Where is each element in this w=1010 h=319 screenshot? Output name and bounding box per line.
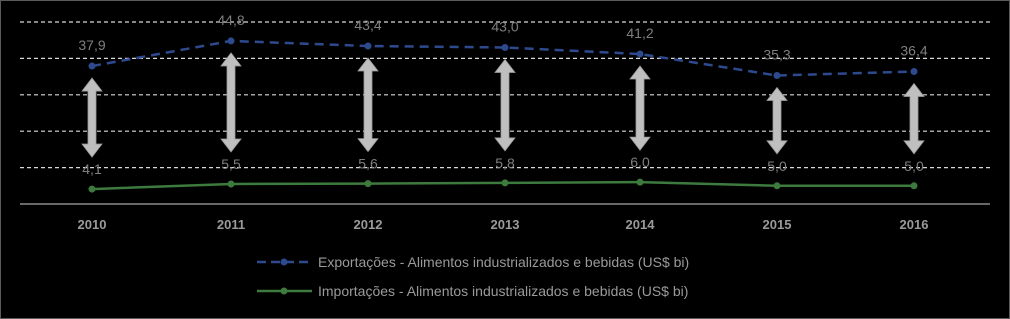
point-imports-2011 bbox=[228, 180, 235, 187]
legend-label-exports: Exportações - Alimentos industrializados e bebidas (US$ bi) bbox=[318, 254, 690, 270]
data-label-imports-2015: 5,0 bbox=[767, 157, 787, 174]
point-exports-2016 bbox=[911, 68, 918, 75]
data-label-exports-2013: 43,0 bbox=[491, 18, 519, 35]
point-exports-2011 bbox=[228, 37, 235, 44]
point-exports-2010 bbox=[89, 63, 96, 70]
legend-item-exports bbox=[257, 254, 689, 270]
point-imports-2014 bbox=[637, 179, 644, 186]
data-label-exports-2011: 44,8 bbox=[217, 11, 245, 28]
point-exports-2012 bbox=[365, 43, 372, 50]
point-imports-2010 bbox=[89, 186, 96, 193]
legend-marker-imports bbox=[281, 288, 288, 295]
legend-label-imports: Importações - Alimentos industrializados e bebidas (US$ bi) bbox=[318, 283, 689, 299]
data-label-exports-2012: 43,4 bbox=[354, 17, 382, 34]
point-imports-2013 bbox=[502, 179, 509, 186]
gap-arrow-2012 bbox=[358, 58, 378, 152]
data-label-exports-2014: 41,2 bbox=[626, 25, 654, 42]
x-tick-labels bbox=[78, 217, 929, 232]
gap-arrow-2014 bbox=[630, 66, 650, 150]
x-tick-2010: 2010 bbox=[77, 217, 107, 232]
gap-arrow-2015 bbox=[767, 88, 787, 154]
gap-arrow-2013 bbox=[495, 59, 515, 150]
legend-marker-exports bbox=[281, 259, 288, 266]
point-imports-2015 bbox=[774, 182, 781, 189]
x-tick-2016: 2016 bbox=[899, 217, 929, 232]
x-tick-2011: 2011 bbox=[216, 217, 246, 232]
x-tick-2012: 2012 bbox=[353, 217, 383, 232]
legend-item-imports bbox=[257, 283, 688, 299]
point-exports-2014 bbox=[637, 51, 644, 58]
data-label-imports-2010: 4,1 bbox=[82, 161, 102, 178]
gap-arrow-2011 bbox=[221, 53, 241, 152]
gap-arrows bbox=[82, 53, 924, 157]
data-label-imports-2016: 5,0 bbox=[904, 157, 924, 174]
data-label-exports-2010: 37,9 bbox=[78, 37, 106, 54]
gap-arrow-2010 bbox=[82, 78, 102, 157]
data-label-exports-2015: 35,3 bbox=[763, 46, 791, 63]
data-label-imports-2014: 6,0 bbox=[630, 154, 650, 171]
x-tick-2013: 2013 bbox=[490, 217, 520, 232]
gap-arrow-2016 bbox=[904, 84, 924, 154]
x-tick-2015: 2015 bbox=[762, 217, 792, 232]
point-imports-2016 bbox=[911, 182, 918, 189]
data-label-imports-2013: 5,8 bbox=[495, 154, 515, 171]
legend bbox=[257, 254, 689, 299]
x-tick-2014: 2014 bbox=[625, 217, 655, 232]
data-label-imports-2012: 5,6 bbox=[358, 155, 378, 172]
point-imports-2012 bbox=[365, 180, 372, 187]
point-exports-2015 bbox=[774, 72, 781, 79]
data-label-imports-2011: 5,5 bbox=[221, 155, 241, 172]
point-exports-2013 bbox=[502, 44, 509, 51]
data-label-exports-2016: 36,4 bbox=[900, 42, 928, 59]
